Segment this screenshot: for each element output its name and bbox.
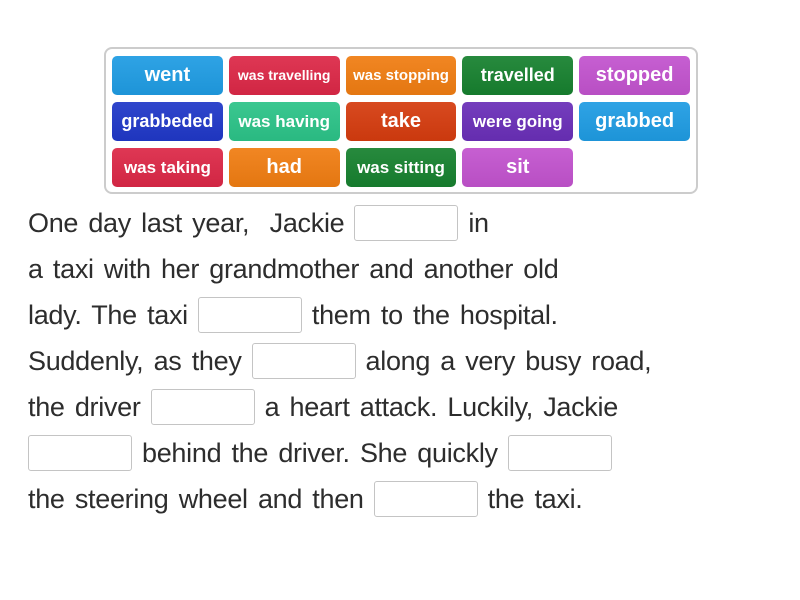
- answer-blank[interactable]: [151, 389, 255, 425]
- passage: [28, 200, 783, 522]
- passage-line: [28, 200, 783, 246]
- word-tile-were-going[interactable]: were going: [462, 102, 573, 141]
- passage-text: along a very busy road,: [365, 345, 652, 376]
- answer-blank[interactable]: [198, 297, 302, 333]
- word-tile-stopped[interactable]: stopped: [579, 56, 690, 95]
- word-tile-was-travelling[interactable]: was travelling: [229, 56, 340, 95]
- passage-line: [28, 430, 783, 476]
- word-tile-travelled[interactable]: travelled: [462, 56, 573, 95]
- answer-blank[interactable]: [374, 481, 478, 517]
- passage-text: them to the hospital.: [311, 299, 558, 330]
- passage-text: One day last year, Jackie: [28, 207, 345, 238]
- word-tile-had[interactable]: had: [229, 148, 340, 187]
- passage-text: the driver: [28, 391, 141, 422]
- passage-text: the steering wheel and then: [28, 483, 364, 514]
- word-tile-went[interactable]: went: [112, 56, 223, 95]
- word-tile-sit[interactable]: sit: [462, 148, 573, 187]
- passage-line: [28, 338, 783, 384]
- passage-text: in: [468, 207, 489, 238]
- word-tile-was-stopping[interactable]: was stopping: [346, 56, 457, 95]
- passage-text: the taxi.: [487, 483, 583, 514]
- passage-text: Suddenly, as they: [28, 345, 242, 376]
- word-tile-was-having[interactable]: was having: [229, 102, 340, 141]
- passage-text: a heart attack. Luckily, Jackie: [264, 391, 618, 422]
- passage-line: [28, 246, 783, 292]
- passage-line: [28, 292, 783, 338]
- passage-text: behind the driver. She quickly: [142, 437, 498, 468]
- passage-line: [28, 384, 783, 430]
- word-bank-panel: [104, 47, 698, 194]
- answer-blank[interactable]: [28, 435, 132, 471]
- answer-blank[interactable]: [252, 343, 356, 379]
- word-tile-grabbeded[interactable]: grabbeded: [112, 102, 223, 141]
- passage-text: lady. The taxi: [28, 299, 188, 330]
- word-tile-was-sitting[interactable]: was sitting: [346, 148, 457, 187]
- answer-blank[interactable]: [354, 205, 458, 241]
- passage-line: [28, 476, 783, 522]
- word-tile-take[interactable]: take: [346, 102, 457, 141]
- answer-blank[interactable]: [508, 435, 612, 471]
- word-tile-grabbed[interactable]: grabbed: [579, 102, 690, 141]
- passage-text: a taxi with her grandmother and another old: [28, 253, 559, 284]
- word-tile-was-taking[interactable]: was taking: [112, 148, 223, 187]
